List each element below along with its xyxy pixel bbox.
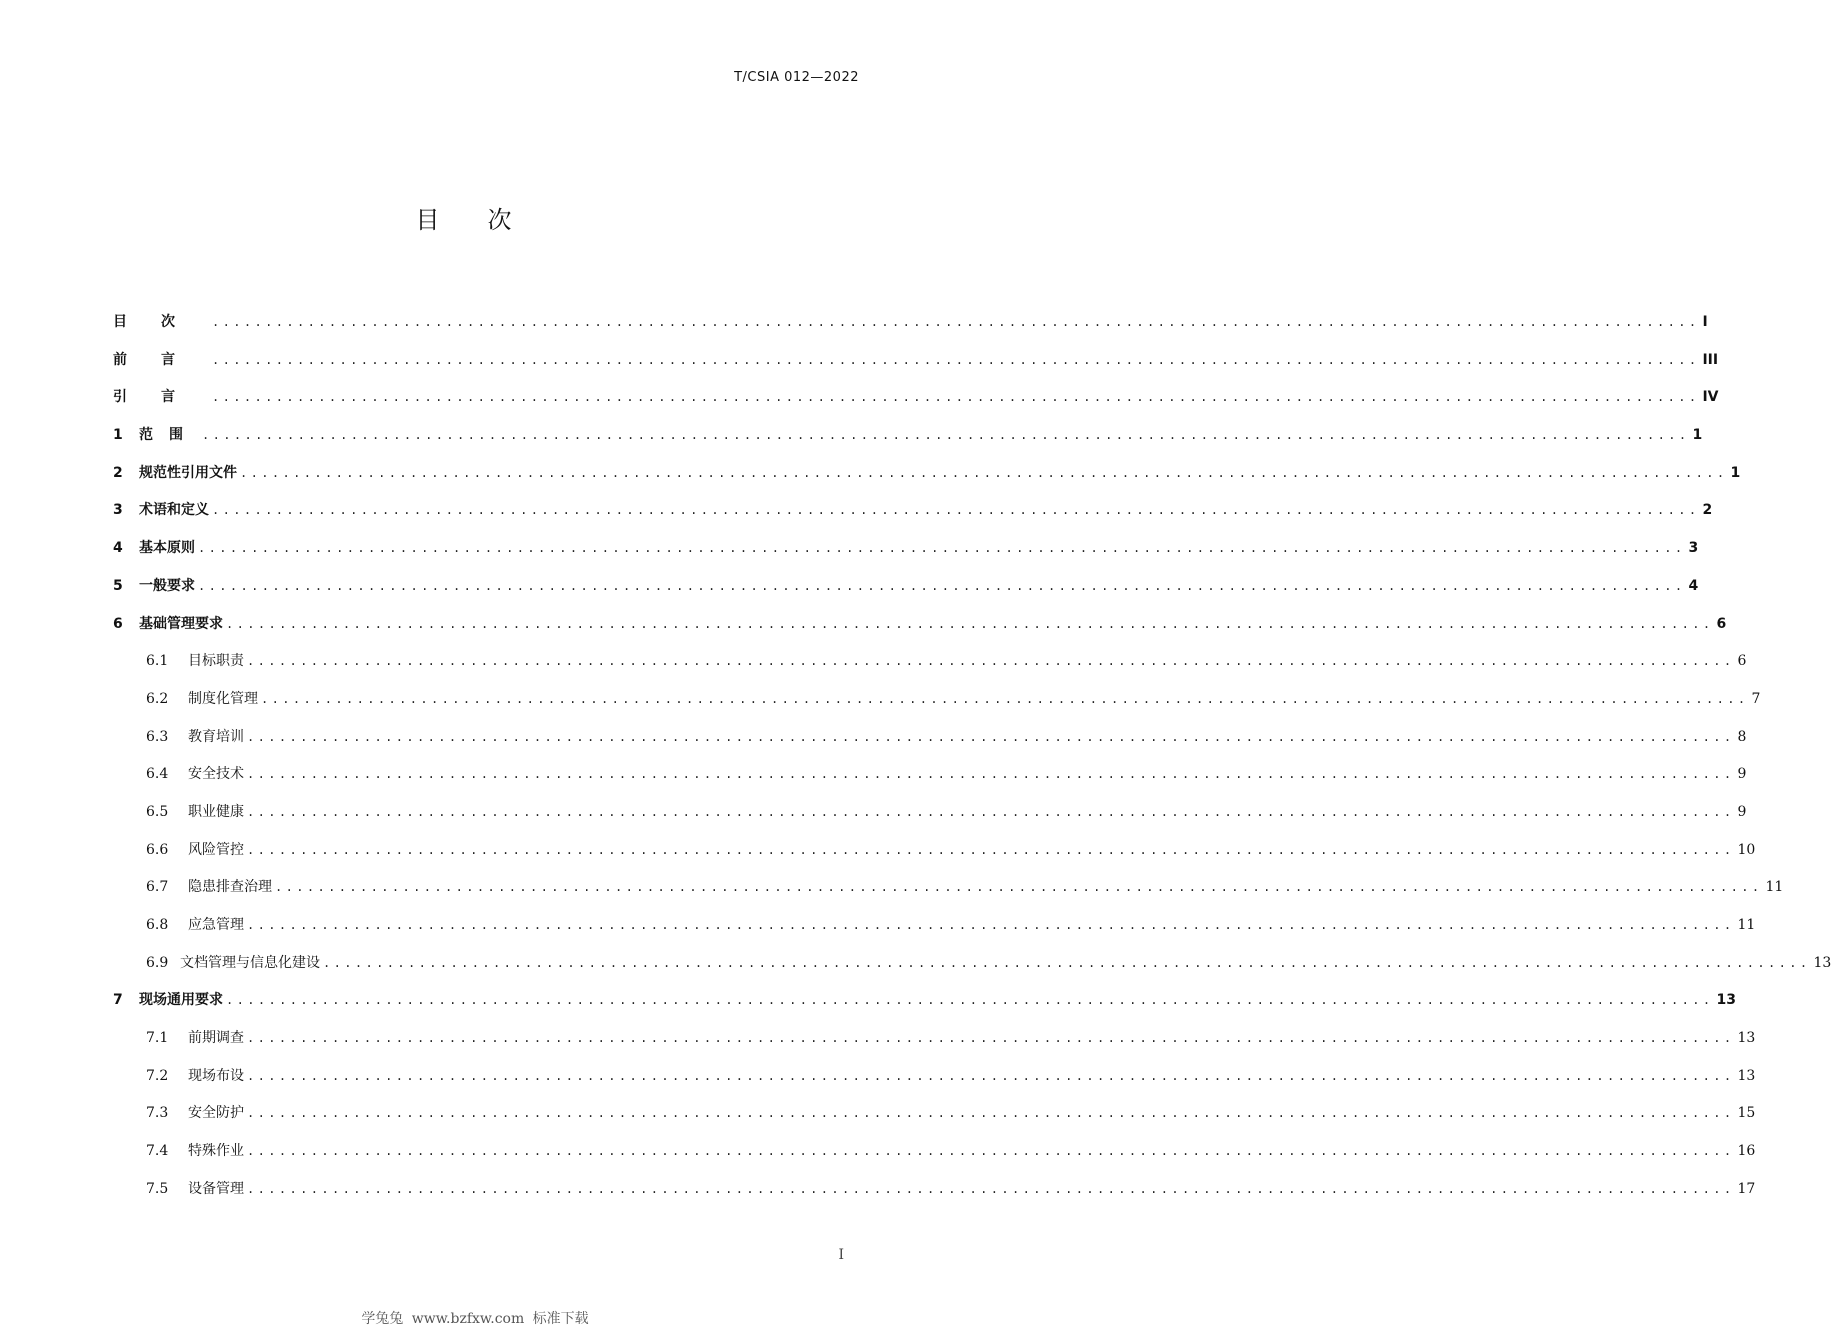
toc-entry-number: 2 — [113, 464, 123, 481]
toc-entry-label: 教育培训 — [188, 728, 244, 745]
toc-dot-leader: ............................................................................................................................................ — [226, 993, 1714, 1008]
toc-entry-page: 13 — [1813, 954, 1831, 971]
toc-entry-number: 7.5 — [146, 1180, 169, 1197]
toc-entry-label: 隐患排查治理 — [188, 879, 272, 896]
toc-dot-leader: ............................................................................................................................................ — [212, 503, 1700, 518]
toc-entry-page: 1 — [1692, 427, 1703, 444]
toc-entry-page: I — [1702, 314, 1708, 330]
toc-entry-number: 6.7 — [146, 879, 169, 896]
toc-dot-leader: ............................................................................................................................................ — [247, 1068, 1735, 1083]
toc-entry-number: 6.1 — [146, 653, 169, 670]
toc-entry-page: 2 — [1702, 502, 1713, 519]
toc-dot-leader: ............................................................................................................................................ — [212, 390, 1700, 405]
toc-entry-page: 13 — [1737, 1030, 1756, 1047]
toc-entry-page: IV — [1702, 389, 1719, 406]
toc-entry-page: 4 — [1688, 577, 1699, 594]
toc-entry-label: 安全防护 — [188, 1105, 244, 1122]
toc-entry-number: 1 — [113, 427, 123, 444]
toc-entry-page: 6 — [1737, 653, 1747, 670]
toc-entry-label: 规范性引用文件 — [139, 464, 237, 481]
toc-dot-leader: ............................................................................................................................................ — [247, 729, 1735, 744]
toc-entry-page: 6 — [1716, 615, 1727, 632]
toc-entry-label: 术语和定义 — [139, 502, 209, 519]
toc-entry-page: 9 — [1737, 803, 1747, 820]
toc-dot-leader: ............................................................................................................................................ — [240, 465, 1728, 480]
toc-dot-leader: ............................................................................................................................................ — [275, 880, 1763, 895]
toc-entry-label: 一般要求 — [139, 577, 195, 594]
toc-entry[interactable] — [113, 799, 1747, 837]
toc-dot-leader: ............................................................................................................................................ — [247, 1144, 1735, 1159]
toc-entry-number: 6.9 — [146, 954, 169, 971]
toc-entry[interactable] — [113, 1063, 1756, 1101]
toc-entry[interactable] — [113, 1025, 1756, 1063]
toc-entry-label: 设备管理 — [188, 1180, 244, 1197]
toc-entry-page: 10 — [1737, 841, 1756, 858]
toc-entry-page: 7 — [1751, 690, 1761, 707]
toc-entry-number: 6 — [113, 615, 123, 632]
toc-entry[interactable] — [113, 1176, 1756, 1214]
toc-entry[interactable] — [113, 309, 1708, 347]
toc-dot-leader: ............................................................................................................................................ — [212, 315, 1700, 329]
page-title: 目次 — [415, 206, 560, 234]
toc-entry-label: 前期调查 — [188, 1030, 244, 1047]
toc-dot-leader: ............................................................................................................................................ — [198, 578, 1686, 593]
toc-entry-label: 职业健康 — [188, 803, 244, 820]
toc-entry-label: 目标职责 — [188, 653, 244, 670]
toc-entry-number: 5 — [113, 577, 123, 594]
toc-entry-page: III — [1702, 351, 1719, 368]
toc-entry-number: 6.4 — [146, 766, 169, 783]
toc-entry[interactable] — [113, 874, 1784, 912]
toc-dot-leader: ............................................................................................................................................ — [323, 955, 1811, 970]
toc-entry-label: 特殊作业 — [188, 1143, 244, 1160]
toc-entry-page: 9 — [1737, 766, 1747, 783]
toc-entry-number: 7 — [113, 992, 123, 1009]
toc-entry-label: 目次 — [113, 314, 209, 330]
toc-entry-page: 13 — [1716, 992, 1736, 1009]
toc-entry-label: 现场通用要求 — [139, 992, 223, 1009]
toc-entry-label: 前言 — [113, 351, 209, 368]
toc-entry[interactable] — [113, 761, 1747, 799]
toc-entry[interactable] — [113, 837, 1756, 875]
toc-entry-number: 6.6 — [146, 841, 169, 858]
toc-entry-label: 现场布设 — [188, 1067, 244, 1084]
toc-entry-number: 6.5 — [146, 803, 169, 820]
standard-code: T/CSIA 012—2022 — [734, 70, 859, 85]
toc-entry[interactable] — [113, 347, 1719, 385]
toc-entry-label: 引言 — [113, 389, 209, 406]
toc-entry[interactable] — [113, 1138, 1756, 1176]
toc-entry[interactable] — [113, 912, 1756, 950]
toc-entry[interactable] — [113, 987, 1736, 1025]
toc-entry-page: 8 — [1737, 728, 1747, 745]
toc-entry[interactable] — [113, 535, 1699, 573]
toc-entry-page: 13 — [1737, 1067, 1756, 1084]
toc-entry[interactable] — [113, 460, 1741, 498]
toc-entry[interactable] — [113, 1100, 1756, 1138]
toc-dot-leader: ............................................................................................................................................ — [247, 1106, 1735, 1121]
toc-entry[interactable] — [113, 384, 1719, 422]
toc-entry-page: 17 — [1737, 1180, 1756, 1197]
toc-entry-label: 基础管理要求 — [139, 615, 223, 632]
toc-dot-leader: ............................................................................................................................................ — [212, 352, 1700, 367]
toc-dot-leader: ............................................................................................................................................ — [261, 691, 1749, 706]
toc-dot-leader: ............................................................................................................................................ — [247, 918, 1735, 932]
toc-entry-page: 3 — [1688, 540, 1699, 557]
toc-entry-number: 4 — [113, 540, 123, 557]
toc-entry-number: 6.2 — [146, 690, 169, 707]
toc-entry-label: 范围 — [139, 427, 199, 444]
toc-entry-number: 7.1 — [146, 1030, 169, 1047]
toc-dot-leader: ............................................................................................................................................ — [198, 541, 1686, 556]
toc-entry-number: 6.3 — [146, 728, 169, 745]
toc-entry-number: 7.3 — [146, 1105, 169, 1122]
toc-entry[interactable] — [113, 422, 1703, 460]
toc-entry-number: 3 — [113, 502, 123, 519]
toc-entry[interactable] — [113, 611, 1727, 649]
toc-entry[interactable] — [113, 648, 1747, 686]
toc-entry[interactable] — [113, 724, 1747, 762]
watermark-text: 学兔兔 www.bzfxw.com 标准下载 — [361, 1311, 589, 1327]
page-number: I — [838, 1247, 844, 1263]
table-of-contents — [113, 309, 1831, 1214]
toc-dot-leader: ............................................................................................................................................ — [247, 1181, 1735, 1196]
toc-entry-label: 安全技术 — [188, 766, 244, 783]
toc-entry[interactable] — [113, 497, 1713, 535]
toc-dot-leader: ............................................................................................................................................ — [202, 428, 1690, 443]
toc-entry-number: 6.8 — [146, 917, 169, 933]
toc-dot-leader: ............................................................................................................................................ — [226, 616, 1714, 631]
toc-entry-page: 1 — [1730, 464, 1741, 481]
toc-dot-leader: ............................................................................................................................................ — [247, 804, 1735, 819]
toc-entry-page: 11 — [1737, 917, 1756, 933]
toc-entry-number: 7.4 — [146, 1143, 169, 1160]
toc-entry[interactable] — [113, 686, 1761, 724]
toc-dot-leader: ............................................................................................................................................ — [247, 1031, 1735, 1046]
toc-entry-label: 文档管理与信息化建设 — [180, 954, 320, 971]
toc-dot-leader: ............................................................................................................................................ — [247, 767, 1735, 782]
toc-entry[interactable] — [113, 950, 1831, 988]
toc-dot-leader: ............................................................................................................................................ — [247, 842, 1735, 857]
toc-entry-label: 应急管理 — [188, 917, 244, 933]
toc-entry-label: 风险管控 — [188, 841, 244, 858]
toc-entry-label: 制度化管理 — [188, 690, 258, 707]
toc-entry-number: 7.2 — [146, 1067, 169, 1084]
toc-entry[interactable] — [113, 573, 1699, 611]
toc-entry-page: 15 — [1737, 1105, 1756, 1122]
toc-dot-leader: ............................................................................................................................................ — [247, 654, 1735, 669]
toc-entry-page: 11 — [1765, 879, 1784, 896]
toc-entry-page: 16 — [1737, 1143, 1756, 1160]
toc-entry-label: 基本原则 — [139, 540, 195, 557]
